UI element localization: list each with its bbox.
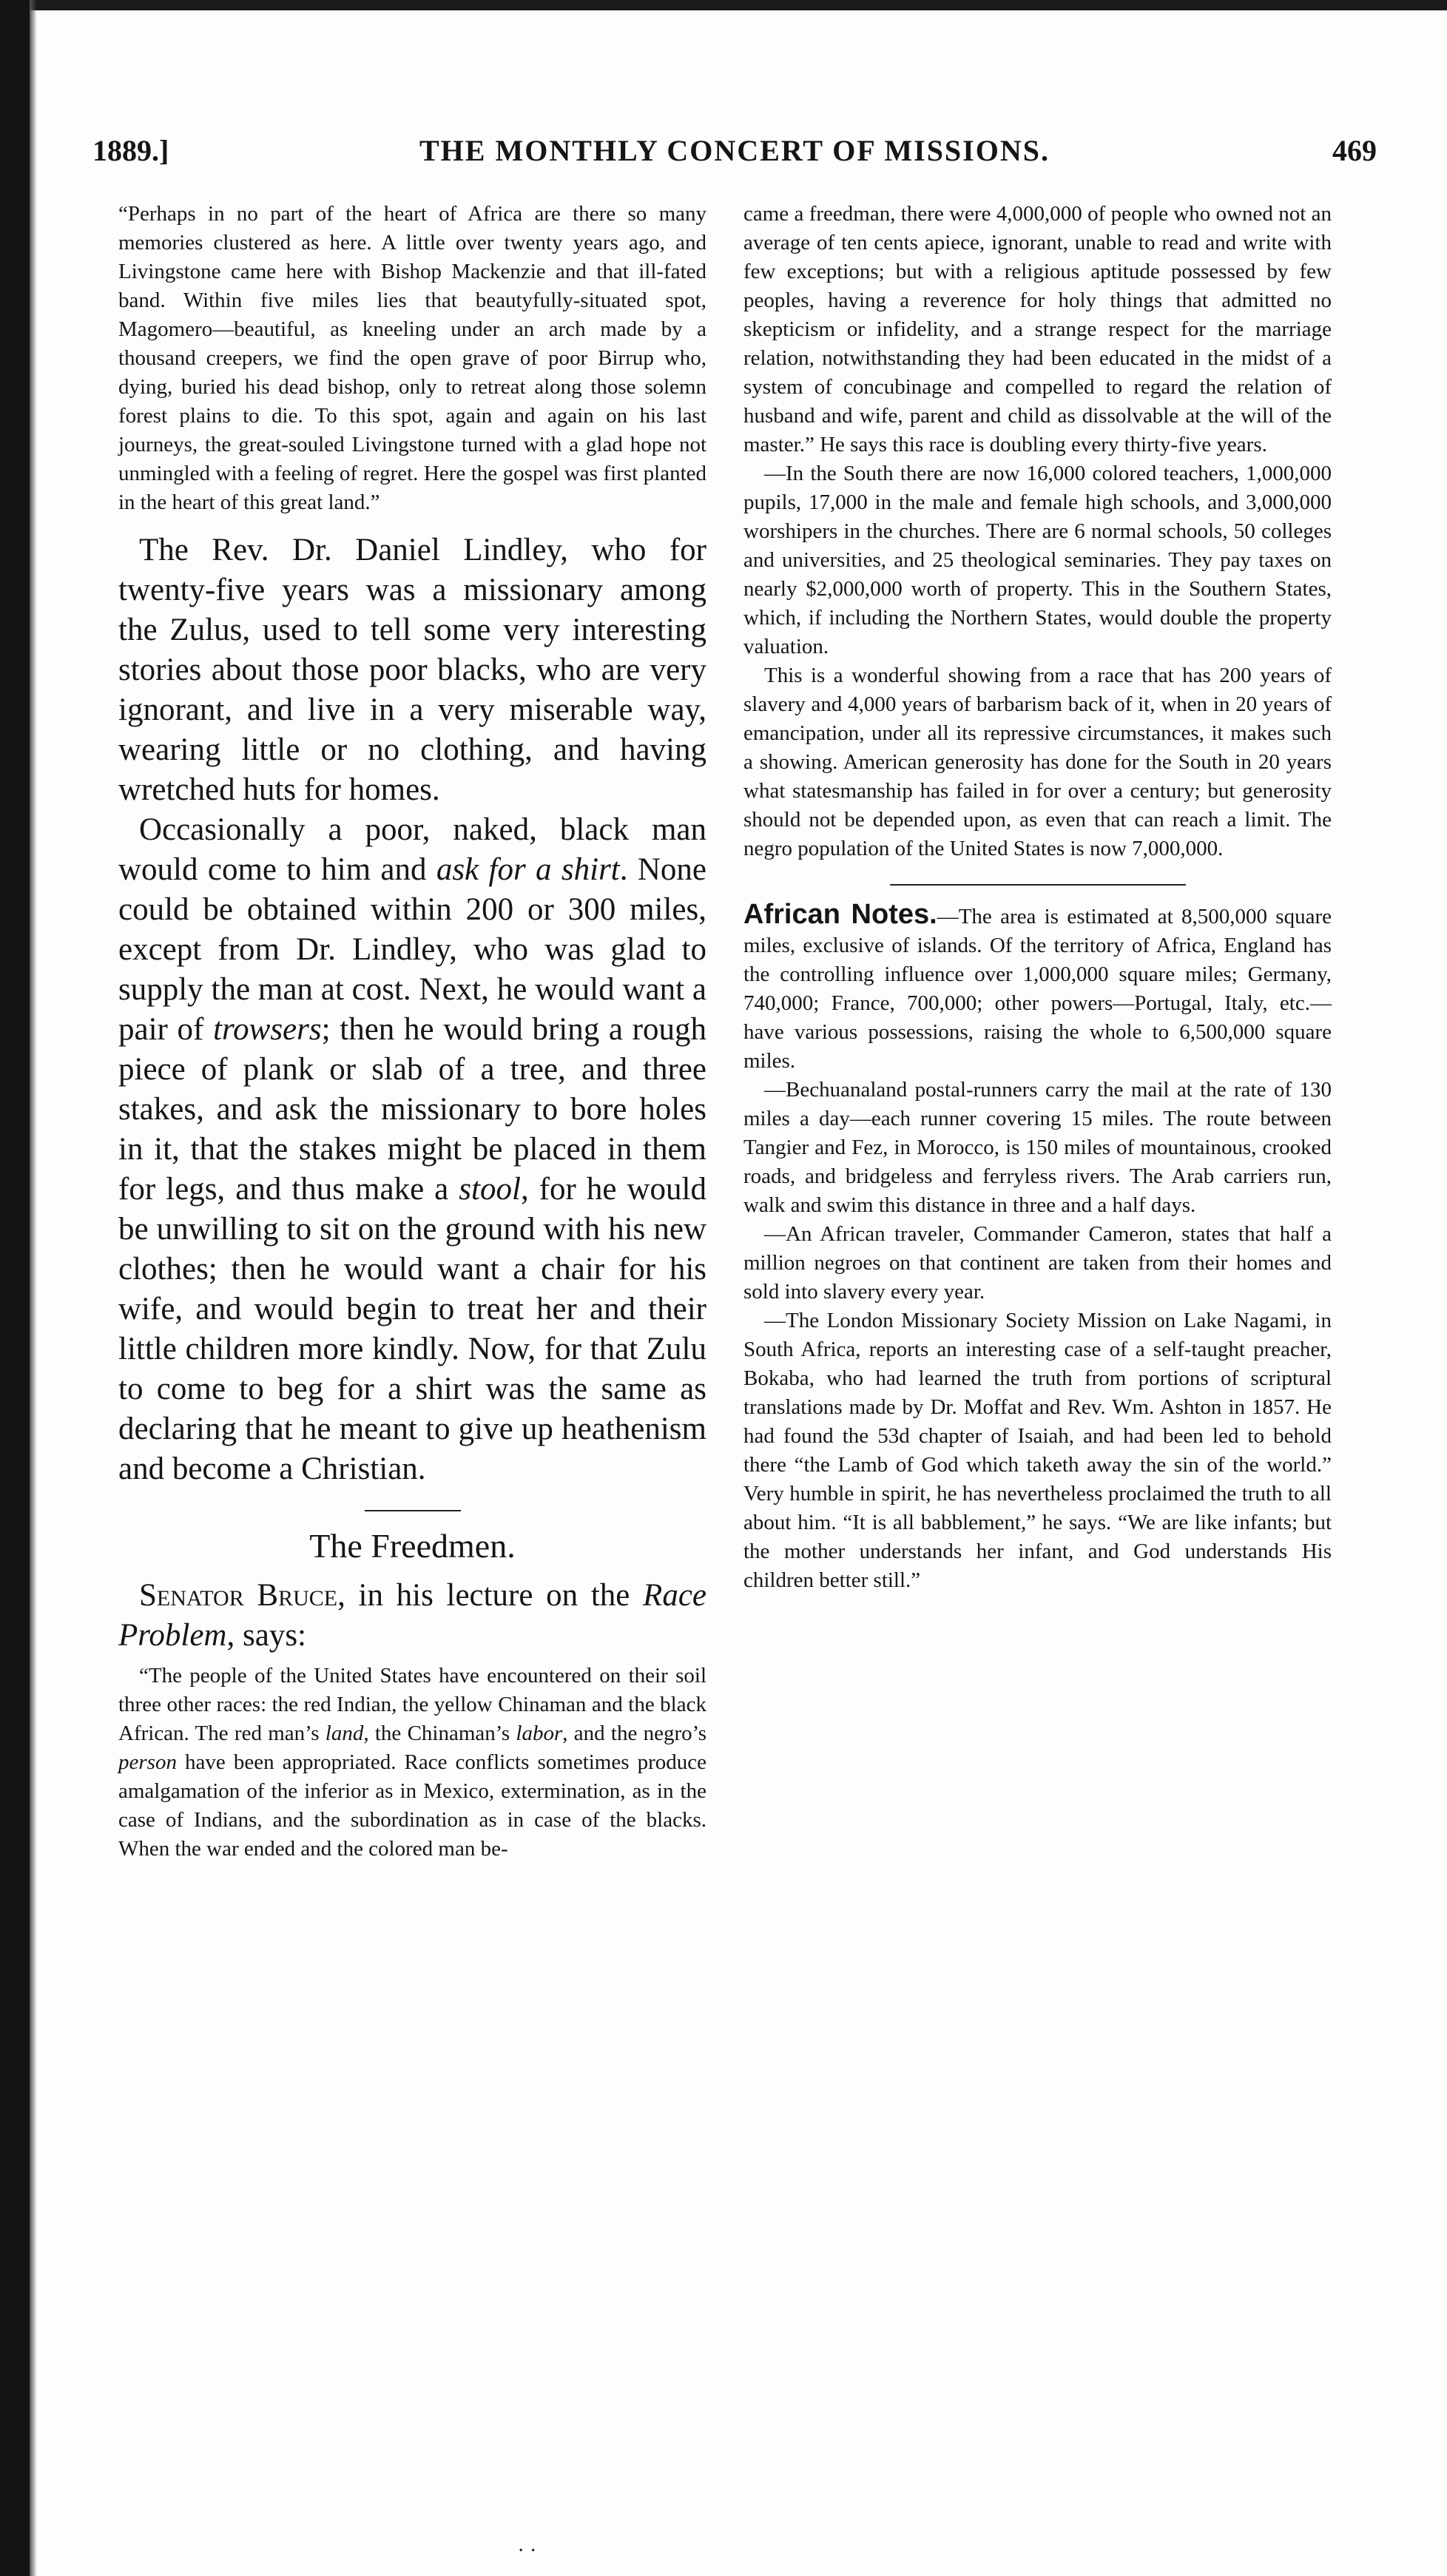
freedmen-intro <box>118 1576 706 1656</box>
race-problem: Race Problem <box>118 1578 706 1653</box>
south-statistics: —In the South there are now 16,000 colored teachers, 1,000,000 pupils, 17,000 in the male and female high schools, and 3,000,000 worshipers in the churches. There are 6 normal schools, 50 colleges and universities, and 25 theological seminaries. They pay taxes on nearly $2,000,000 worth of property. This in the Southern States, which, if including the Northern States, would double the property valuation. <box>743 462 1332 658</box>
african-notes-heading: African Notes. <box>743 899 937 930</box>
right-column <box>743 200 1332 1595</box>
bechuanaland-note: —Bechuanaland postal-runners carry the mail at the rate of 130 miles a day—each runner covering 15 miles. The route between Tangier and Fez, in Morocco, is 150 miles of mountainous, crooked roads, and bridgeless and ferryless rivers. The Arab carriers run, walk and swim this distance in three and a half days. <box>743 1078 1332 1217</box>
freedmen-heading: The Freedmen. <box>309 1527 516 1565</box>
freedmen-quote-d: have been appropriated. Race conflicts sometimes produce amalgamation of the inferior as in Mexico, extermination, as in the case of Indians, and the subordination as in case of the blacks. When the war ended and the colored man be- <box>118 1750 706 1861</box>
lindley-text-a: Occasionally a poor, naked, black man would come to him and <box>118 812 706 887</box>
london-mission-note: —The London Missionary Society Mission on Lake Nagami, in South Africa, reports an interesting case of a self-taught preacher, Bokaba, who had learned the truth from portions of scriptural translations made by Dr. Moffat and Rev. Wm. Ashton in 1857. He had found the 53d chapter of Isaiah, and had been led to behold there “the Lamb of God which taketh away the sin of the world.” Very humble in spirit, he has nevertheless proclaimed the truth to all about him. “It is all babblement,” he says. “We are like infants; but the mother understands her infant, and God understands His children better still.” <box>743 1309 1332 1592</box>
freedmen-intro-text-c: , says: <box>226 1618 306 1653</box>
livingstone-quote: “Perhaps in no part of the heart of Africa are there so many memories clustered as here. A little over twenty years ago, and Livingstone came here with Bishop Mackenzie and that ill-fated band. Within five miles lies that beautyfully-situated spot, Magomero—beautiful, as kneeling under an arch made by a thousand creepers, we find the open grave of poor Birrup who, dying, buried his dead bishop, only to retreat along those solemn forest plains to die. To this spot, again and again on his last journeys, the great-souled Livingstone turned with a glad hope not unmingled with a feeling of regret. Here the gospel was first planted in the heart of this great land.” <box>118 202 706 514</box>
footer-mark: . . <box>518 2534 536 2556</box>
lindley-text-c: ; then he would bring a rough piece of plank or slab of a tree, and three stakes, and ask the missionary to bore holes in it, that the stakes might be placed in them for legs, and thus make a <box>118 1012 706 1207</box>
freedmen-intro-text-b: , in his lecture on the <box>337 1578 644 1613</box>
section-divider <box>365 1510 461 1511</box>
freedmen-quote-land: land <box>325 1722 364 1745</box>
lindley-stool: stool <box>459 1172 521 1207</box>
scan-top-edge <box>0 0 1447 10</box>
page-number: 469 <box>1332 134 1377 167</box>
senator-bruce: Senator Bruce <box>139 1578 338 1613</box>
freedmen-quote-a: “The people of the United States have encountered on their soil three other races: the red Indian, the yellow Chinaman and the black African. The red man’s <box>118 1664 706 1745</box>
african-notes-area <box>743 900 1332 1076</box>
freedmen-quote-c: , and the negro’s <box>562 1722 707 1745</box>
lindley-trowsers: trowsers <box>213 1012 322 1047</box>
lindley-text-d: , for he would be unwilling to sit on the ground with his new clothes; then he would want a chair for his wife, and would begin to treat her and their little children more kindly. Now, for that Zulu to come to beg for a shirt was the same as declaring that he meant to give up heathenism and become a Christian. <box>118 1172 706 1486</box>
header-year: 1889.] <box>92 134 169 167</box>
african-notes-area-text: —The area is estimated at 8,500,000 square miles, exclusive of islands. Of the territory of Africa, England has the controlling influence over 1,000,000 square miles; Germany, 740,000; France, 700,000; other powers—Portugal, Italy, etc.—have various possessions, raising the whole to 6,500,000 square miles. <box>743 905 1332 1073</box>
traveler-note: —An African traveler, Commander Cameron, states that half a million negroes on that continent are taken from their homes and sold into slavery every year. <box>743 1222 1332 1304</box>
scan-binding-edge <box>0 0 30 2576</box>
wonderful-showing: This is a wonderful showing from a race that has 200 years of slavery and 4,000 years of barbarism back of it, when in 20 years of emancipation, under all its repressive circumstances, it makes such a showing. American generosity has done for the South in 20 years what statesmanship has failed in for over a century; but generosity should not be depended upon, as even that can reach a limit. The negro population of the United States is now 7,000,000. <box>743 664 1332 860</box>
lindley-paragraph-1: The Rev. Dr. Daniel Lindley, who for twenty-five years was a missionary among the Zulus, used to tell some very interesting stories about those poor blacks, who are very ignorant, and live in a very miserable way, wearing little or no clothing, and having wretched huts for homes. <box>118 533 706 807</box>
freedmen-quote-labor: labor <box>516 1722 563 1745</box>
left-column <box>118 200 706 1864</box>
running-header <box>92 133 1377 178</box>
freedmen-continuation: came a freedman, there were 4,000,000 of people who owned not an average of ten cents apiece, ignorant, unable to read and write with few exceptions; but with a religious aptitude possessed by few peoples, having a reverence for holy things that admitted no skepticism or infidelity, and a strange respect for the marriage relation, notwithstanding they had been educated in the midst of a system of concubinage and compelled to regard the relation of husband and wife, parent and child as dissolvable at the will of the master.” He says this race is doubling every thirty-five years. <box>743 202 1332 456</box>
freedmen-quote <box>118 1662 706 1864</box>
section-divider-right <box>890 884 1186 886</box>
header-title: THE MONTHLY CONCERT OF MISSIONS. <box>419 134 1050 167</box>
lindley-ask-for-shirt: ask for a shirt <box>436 852 620 887</box>
freedmen-quote-person: person <box>118 1750 177 1774</box>
lindley-text-b: . None could be obtained within 200 or 300 miles, except from Dr. Lindley, who was glad to supply the man at cost. Next, he would want a pair of <box>118 852 707 1047</box>
freedmen-quote-b: , the Chinaman’s <box>363 1722 516 1745</box>
lindley-paragraph-2 <box>118 810 706 1489</box>
